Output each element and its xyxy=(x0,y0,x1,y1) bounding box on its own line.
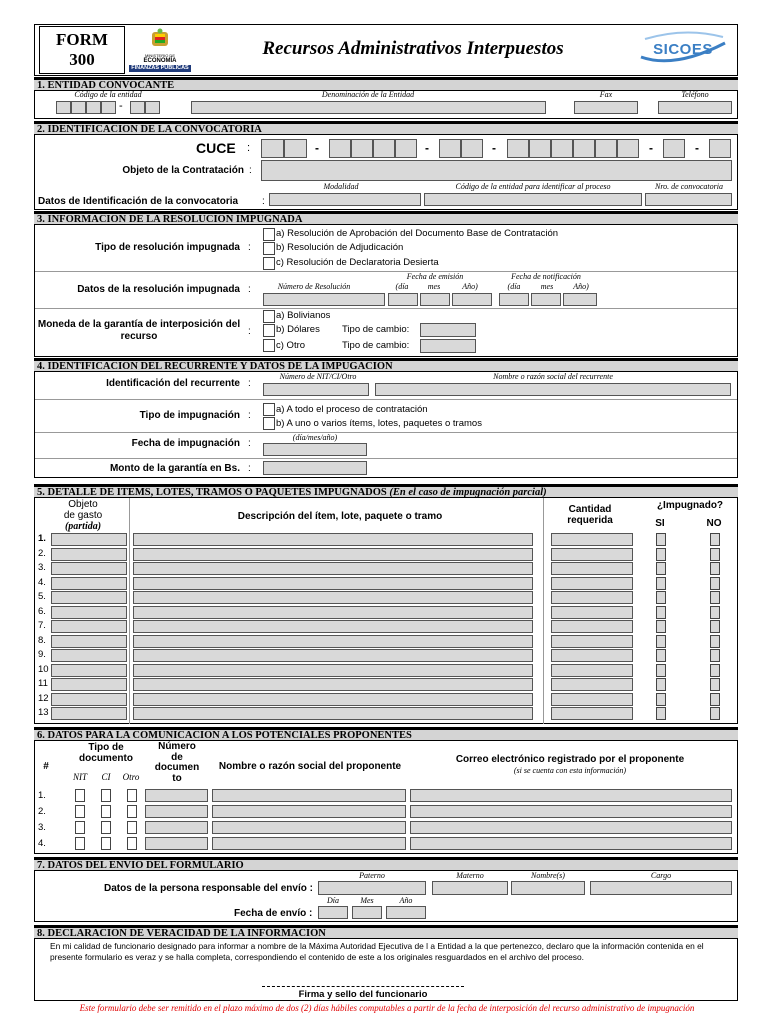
razon-social-field[interactable] xyxy=(375,383,731,396)
descripcion-field[interactable] xyxy=(133,591,533,604)
notificacion-mes-field[interactable] xyxy=(531,293,561,306)
codigo-entidad-1[interactable] xyxy=(56,101,71,114)
tipo-cambio-otro-field[interactable] xyxy=(420,339,476,353)
datos-convocatoria-label: Datos de Identificación de la convocatoria xyxy=(38,196,239,207)
row-number: 7. xyxy=(38,620,46,631)
dash: - xyxy=(492,141,496,155)
resolucion-desierta-checkbox[interactable] xyxy=(263,257,275,270)
cuce-8[interactable] xyxy=(461,139,483,158)
razon-social-label: Nombre o razón social del recurrente xyxy=(493,372,613,381)
section-6-header: 6. DATOS PARA LA COMUNICACION A LOS POTENCIALES PROPONENTES xyxy=(34,727,738,741)
correo-field[interactable] xyxy=(410,805,732,818)
impugnacion-todo-label: a) A todo el proceso de contratación xyxy=(276,404,428,415)
section-5-title: 5. DETALLE DE ITEMS, LOTES, TRAMOS O PAQUETES IMPUGNADOS xyxy=(37,487,387,498)
telefono-label: Teléfono xyxy=(681,90,709,99)
header-line: de gasto xyxy=(63,510,103,521)
anio-label: Año xyxy=(399,896,413,905)
ci-checkbox[interactable] xyxy=(101,789,111,802)
nit-checkbox[interactable] xyxy=(75,821,85,834)
dash: - xyxy=(649,141,653,155)
impugnacion-items-checkbox[interactable] xyxy=(263,417,275,430)
cantidad-field[interactable] xyxy=(551,693,633,706)
objeto-gasto-header xyxy=(40,499,126,532)
row-number: 4. xyxy=(38,577,46,588)
cuce-10[interactable] xyxy=(529,139,551,158)
correo-field[interactable] xyxy=(410,789,732,802)
cantidad-field[interactable] xyxy=(551,606,633,619)
anio-label: Año) xyxy=(462,282,478,291)
moneda-otro-checkbox[interactable] xyxy=(263,339,275,352)
otro-checkbox[interactable] xyxy=(127,789,137,802)
cuce-9[interactable] xyxy=(507,139,529,158)
cuce-label: CUCE xyxy=(196,140,236,156)
cantidad-field[interactable] xyxy=(551,591,633,604)
objeto-label: Objeto de la Contratación xyxy=(122,165,244,176)
otro-header: Otro xyxy=(122,772,140,782)
impugnado-no-checkbox[interactable] xyxy=(710,562,720,575)
numero-documento-field[interactable] xyxy=(145,805,208,818)
header-line: Tipo de xyxy=(88,742,124,753)
objeto-gasto-field[interactable] xyxy=(51,562,127,575)
mes-label: mes xyxy=(540,282,554,291)
descripcion-field[interactable] xyxy=(133,548,533,561)
colon: : xyxy=(248,410,251,421)
footer-note: Este formulario debe ser remitido en el plazo máximo de dos (2) días hábiles computables a partir de la fecha de interposición del recurso administrativo de impugnación xyxy=(79,1003,695,1013)
mes-label: mes xyxy=(427,282,441,291)
telefono-field[interactable] xyxy=(658,101,732,114)
cantidad-header xyxy=(550,504,630,526)
col-divider xyxy=(543,498,544,724)
divider xyxy=(35,308,737,309)
cuce-colon: : xyxy=(247,142,251,154)
paterno-field[interactable] xyxy=(318,881,426,895)
cuce-11[interactable] xyxy=(551,139,573,158)
nit-header: NIT xyxy=(72,772,87,782)
descripcion-field[interactable] xyxy=(133,649,533,662)
dash: - xyxy=(119,100,123,112)
impugnado-si-checkbox[interactable] xyxy=(656,693,666,706)
tipo-resolucion-label: Tipo de resolución impugnada xyxy=(95,242,240,253)
tipo-documento-header xyxy=(68,742,144,764)
codigo-entidad-2[interactable] xyxy=(71,101,86,114)
moneda-bolivianos-label: a) Bolivianos xyxy=(276,310,331,321)
impugnado-no-checkbox[interactable] xyxy=(710,577,720,590)
cantidad-field[interactable] xyxy=(551,533,633,546)
cantidad-field[interactable] xyxy=(551,562,633,575)
impugnado-no-checkbox[interactable] xyxy=(710,635,720,648)
dash: - xyxy=(315,141,319,155)
tipo-cambio-label: Tipo de cambio: xyxy=(342,324,410,335)
descripcion-field[interactable] xyxy=(133,693,533,706)
impugnado-no-checkbox[interactable] xyxy=(710,707,720,720)
header-line: de xyxy=(171,751,183,763)
responsable-envio-label: Datos de la persona responsable del envío : xyxy=(104,883,313,894)
descripcion-field[interactable] xyxy=(133,678,533,691)
impugnado-no-checkbox[interactable] xyxy=(710,591,720,604)
moneda-bolivianos-checkbox[interactable] xyxy=(263,310,275,323)
anio-label: Año) xyxy=(573,282,589,291)
row-number: 9. xyxy=(38,649,46,660)
cantidad-field[interactable] xyxy=(551,548,633,561)
descripcion-field[interactable] xyxy=(133,620,533,633)
codigo-proceso-field[interactable] xyxy=(424,193,642,206)
envio-anio-field[interactable] xyxy=(386,906,426,919)
form-number-box xyxy=(39,26,125,74)
moneda-label: Moneda de la garantía de interposición del recurso xyxy=(37,319,241,342)
header-line: (partida) xyxy=(64,521,102,532)
dash: - xyxy=(695,141,699,155)
nit-checkbox[interactable] xyxy=(75,789,85,802)
envio-mes-field[interactable] xyxy=(352,906,382,919)
header-line: Cantidad xyxy=(568,504,612,515)
cuce-16[interactable] xyxy=(709,139,731,158)
cuce-6[interactable] xyxy=(395,139,417,158)
cantidad-field[interactable] xyxy=(551,620,633,633)
cuce-1[interactable] xyxy=(261,139,284,158)
header-line: requerida xyxy=(567,515,613,526)
ci-header: CI xyxy=(101,772,111,782)
numero-documento-field[interactable] xyxy=(145,821,208,834)
nombres-field[interactable] xyxy=(511,881,585,895)
denominacion-label: Denominación de la Entidad xyxy=(321,90,415,99)
section-5-header xyxy=(34,484,738,498)
nombre-proponente-field[interactable] xyxy=(212,805,406,818)
divider xyxy=(35,271,737,272)
otro-checkbox[interactable] xyxy=(127,805,137,818)
modalidad-field[interactable] xyxy=(269,193,421,206)
denominacion-field[interactable] xyxy=(191,101,546,114)
impugnado-si-checkbox[interactable] xyxy=(656,707,666,720)
coat-of-arms-icon xyxy=(149,28,171,48)
impugnado-si-checkbox[interactable] xyxy=(656,606,666,619)
fecha-impugnacion-label: Fecha de impugnación xyxy=(131,438,240,449)
impugnado-no-checkbox[interactable] xyxy=(710,606,720,619)
tipo-cambio-label: Tipo de cambio: xyxy=(342,340,410,351)
impugnado-no-checkbox[interactable] xyxy=(710,533,720,546)
header xyxy=(34,24,738,76)
nit-label: Número de NIT/CI/Otro xyxy=(279,372,357,381)
moneda-otro-label: c) Otro xyxy=(276,340,306,351)
descripcion-field[interactable] xyxy=(133,562,533,575)
impugnado-si-checkbox[interactable] xyxy=(656,548,666,561)
colon: : xyxy=(248,438,251,449)
nro-convocatoria-field[interactable] xyxy=(645,193,732,206)
row-number: 2. xyxy=(38,548,46,559)
codigo-entidad-4[interactable] xyxy=(101,101,116,114)
codigo-entidad-6[interactable] xyxy=(145,101,160,114)
impugnado-si-checkbox[interactable] xyxy=(656,591,666,604)
impugnado-no-checkbox[interactable] xyxy=(710,649,720,662)
section-4-header: 4. IDENTIFICACION DEL RECURRENTE Y DATOS DE LA IMPUGACION xyxy=(34,358,738,372)
nombre-proponente-field[interactable] xyxy=(212,821,406,834)
identificacion-recurrente-label: Identificación del recurrente xyxy=(106,378,240,389)
ministry-bot-text: FINANZAS PÚBLICAS xyxy=(129,65,191,72)
form-number: 300 xyxy=(69,50,95,69)
impugnado-si-checkbox[interactable] xyxy=(656,533,666,546)
descripcion-field[interactable] xyxy=(133,577,533,590)
materno-label: Materno xyxy=(456,871,484,880)
resolucion-aprobacion-checkbox[interactable] xyxy=(263,228,275,241)
mes-label: Mes xyxy=(360,896,374,905)
otro-checkbox[interactable] xyxy=(127,837,137,850)
descripcion-field[interactable] xyxy=(133,707,533,720)
cargo-field[interactable] xyxy=(590,881,732,895)
objeto-gasto-field[interactable] xyxy=(51,591,127,604)
colon: : xyxy=(248,284,251,295)
section-8-header: 8. DECLARACION DE VERACIDAD DE LA INFORMACION xyxy=(34,925,738,939)
objeto-gasto-field[interactable] xyxy=(51,620,127,633)
firma-line xyxy=(262,986,464,987)
cuce-14[interactable] xyxy=(617,139,639,158)
nombre-proponente-field[interactable] xyxy=(212,789,406,802)
row-number: 10 xyxy=(38,664,49,675)
descripcion-field[interactable] xyxy=(133,664,533,677)
divider xyxy=(35,399,737,400)
row-number: 3. xyxy=(38,562,46,573)
tipo-impugnacion-label: Tipo de impugnación xyxy=(139,410,240,421)
notificacion-dia-field[interactable] xyxy=(499,293,529,306)
resolucion-aprobacion-label: a) Resolución de Aprobación del Documento Base de Contratación xyxy=(276,228,559,239)
modalidad-label: Modalidad xyxy=(323,182,359,191)
descripcion-field[interactable] xyxy=(133,635,533,648)
header-line: to xyxy=(172,772,182,784)
cuce-7[interactable] xyxy=(439,139,461,158)
section-5-note: (En el caso de impugnación parcial) xyxy=(389,487,547,498)
colon: : xyxy=(248,326,251,337)
moneda-dolares-checkbox[interactable] xyxy=(263,324,275,337)
resolucion-adjudicacion-checkbox[interactable] xyxy=(263,242,275,255)
impugnado-si-checkbox[interactable] xyxy=(656,635,666,648)
colon: : xyxy=(248,242,251,253)
section-7-header: 7. DATOS DEL ENVIO DEL FORMULARIO xyxy=(34,857,738,871)
dia-label: (día xyxy=(395,282,409,291)
row-number: 2. xyxy=(38,806,46,817)
codigo-proceso-label: Código de la entidad para identificar al proceso xyxy=(455,182,611,191)
monto-garantia-label: Monto de la garantía en Bs. xyxy=(109,463,240,474)
dia-label: (día xyxy=(507,282,521,291)
numero-documento-field[interactable] xyxy=(145,837,208,850)
monto-garantia-field[interactable] xyxy=(263,461,367,475)
ci-checkbox[interactable] xyxy=(101,805,111,818)
dash: - xyxy=(425,141,429,155)
objeto-gasto-field[interactable] xyxy=(51,635,127,648)
no-header: NO xyxy=(706,518,722,529)
fax-label: Fax xyxy=(599,90,613,99)
impugnado-no-checkbox[interactable] xyxy=(710,664,720,677)
objeto-gasto-field[interactable] xyxy=(51,693,127,706)
objeto-gasto-field[interactable] xyxy=(51,606,127,619)
nombres-label: Nombre(s) xyxy=(531,871,565,880)
row-number: 11 xyxy=(38,678,48,689)
row-number: 4. xyxy=(38,838,46,849)
cuce-13[interactable] xyxy=(595,139,617,158)
cuce-5[interactable] xyxy=(373,139,395,158)
dia-label: Día xyxy=(327,896,339,905)
otro-checkbox[interactable] xyxy=(127,821,137,834)
row-number: 1. xyxy=(38,790,46,801)
cuce-3[interactable] xyxy=(329,139,351,158)
emision-dia-field[interactable] xyxy=(388,293,418,306)
envio-dia-field[interactable] xyxy=(318,906,348,919)
descripcion-field[interactable] xyxy=(133,533,533,546)
emision-mes-field[interactable] xyxy=(420,293,450,306)
row-number: 13 xyxy=(38,707,49,718)
objeto-gasto-field[interactable] xyxy=(51,577,127,590)
colon: : xyxy=(249,165,252,176)
ministry-top-text: MINISTERIO DE xyxy=(144,53,175,58)
section-1-header: 1. ENTIDAD CONVOCANTE xyxy=(34,77,738,91)
correo-field[interactable] xyxy=(410,821,732,834)
cantidad-field[interactable] xyxy=(551,635,633,648)
paterno-label: Paterno xyxy=(359,871,385,880)
numero-header: # xyxy=(43,761,49,772)
nombre-proponente-header: Nombre o razón social del proponente xyxy=(218,761,402,772)
fecha-impugnacion-field[interactable] xyxy=(263,443,367,456)
form-label: FORM xyxy=(56,30,108,49)
impugnado-no-checkbox[interactable] xyxy=(710,548,720,561)
datos-resolucion-label: Datos de la resolución impugnada xyxy=(77,284,240,295)
fax-field[interactable] xyxy=(574,101,638,114)
codigo-entidad-3[interactable] xyxy=(86,101,101,114)
objeto-gasto-field[interactable] xyxy=(51,678,127,691)
impugnado-si-checkbox[interactable] xyxy=(656,678,666,691)
nit-field[interactable] xyxy=(263,383,369,396)
ministry-mid-text: ECONOMÍA xyxy=(143,58,177,64)
declaracion-text: En mi calidad de funcionario designado para informar a nombre de la Máxima Autoridad Ejecutiva de l a Entidad a la que pertenezco, declaro que la información contenida en el presente formulario es veraz y se halla completa, correspondiendo el contenido de este a los originales resguardados en el archivo del proceso. xyxy=(50,941,704,962)
nit-checkbox[interactable] xyxy=(75,805,85,818)
ci-checkbox[interactable] xyxy=(101,837,111,850)
cuce-15[interactable] xyxy=(663,139,685,158)
nro-convocatoria-label: Nro. de convocatoria xyxy=(655,182,723,191)
moneda-dolares-label: b) Dólares xyxy=(276,324,320,335)
emision-anio-field[interactable] xyxy=(452,293,492,306)
sicoes-logo xyxy=(635,29,731,71)
objeto-gasto-field[interactable] xyxy=(51,664,127,677)
divider xyxy=(35,432,737,433)
col-divider xyxy=(129,498,130,724)
numero-documento-header xyxy=(146,742,208,784)
cantidad-field[interactable] xyxy=(551,678,633,691)
form-title: Recursos Administrativos Interpuestos xyxy=(262,38,564,59)
impugnado-no-checkbox[interactable] xyxy=(710,693,720,706)
colon: : xyxy=(248,463,251,474)
correo-header: Correo electrónico registrado por el proponente xyxy=(455,754,685,765)
ci-checkbox[interactable] xyxy=(101,821,111,834)
cantidad-field[interactable] xyxy=(551,577,633,590)
codigo-entidad-label: Código de la entidad xyxy=(74,90,142,99)
header-line: Número xyxy=(158,741,196,752)
descripcion-field[interactable] xyxy=(133,606,533,619)
descripcion-header: Descripción del ítem, lote, paquete o tramo xyxy=(237,511,443,522)
row-number: 3. xyxy=(38,822,46,833)
firma-label: Firma y sello del funcionario xyxy=(298,989,428,1000)
correo-field[interactable] xyxy=(410,837,732,850)
impugnado-si-checkbox[interactable] xyxy=(656,577,666,590)
cargo-label: Cargo xyxy=(650,871,672,880)
resolucion-adjudicacion-label: b) Resolución de Adjudicación xyxy=(276,242,404,253)
si-header: SI xyxy=(655,518,665,529)
objeto-gasto-field[interactable] xyxy=(51,533,127,546)
ministry-logo xyxy=(129,26,191,74)
impugnado-no-checkbox[interactable] xyxy=(710,678,720,691)
row-number: 5. xyxy=(38,591,46,602)
fecha-envio-label: Fecha de envío : xyxy=(234,908,313,919)
divider xyxy=(35,458,737,459)
impugnado-header: ¿Impugnado? xyxy=(656,500,724,511)
cantidad-field[interactable] xyxy=(551,649,633,662)
impugnacion-todo-checkbox[interactable] xyxy=(263,403,275,416)
impugnado-si-checkbox[interactable] xyxy=(656,562,666,575)
sicoes-text: SICOES xyxy=(653,41,713,58)
correo-note: (si se cuenta con esta información) xyxy=(513,766,627,775)
nit-checkbox[interactable] xyxy=(75,837,85,850)
cuce-2[interactable] xyxy=(284,139,307,158)
impugnado-no-checkbox[interactable] xyxy=(710,620,720,633)
row-number: 6. xyxy=(38,606,46,617)
fecha-notificacion-label: Fecha de notificación xyxy=(511,272,581,281)
numero-resolucion-field[interactable] xyxy=(263,293,385,306)
nombre-proponente-field[interactable] xyxy=(212,837,406,850)
impugnado-si-checkbox[interactable] xyxy=(656,664,666,677)
section-2-header: 2. IDENTIFICACION DE LA CONVOCATORIA xyxy=(34,121,738,135)
numero-documento-field[interactable] xyxy=(145,789,208,802)
objeto-gasto-field[interactable] xyxy=(51,707,127,720)
resolucion-desierta-label: c) Resolución de Declaratoria Desierta xyxy=(276,257,439,268)
objeto-gasto-field[interactable] xyxy=(51,548,127,561)
section-3-header: 3. INFORMACION DE LA RESOLUCION IMPUGNADA xyxy=(34,211,738,225)
cantidad-field[interactable] xyxy=(551,664,633,677)
impugnacion-items-label: b) A uno o varios ítems, lotes, paquetes o tramos xyxy=(276,418,482,429)
notificacion-anio-field[interactable] xyxy=(563,293,597,306)
header-line: documento xyxy=(79,753,133,764)
materno-field[interactable] xyxy=(432,881,508,895)
colon: : xyxy=(262,196,265,207)
objeto-gasto-field[interactable] xyxy=(51,649,127,662)
colon: : xyxy=(248,378,251,389)
cantidad-field[interactable] xyxy=(551,707,633,720)
header-line: Objeto xyxy=(68,499,98,510)
cuce-4[interactable] xyxy=(351,139,373,158)
objeto-field[interactable] xyxy=(261,160,732,181)
numero-resolucion-label: Número de Resolución xyxy=(277,282,351,291)
row-number: 8. xyxy=(38,635,46,646)
codigo-entidad-5[interactable] xyxy=(130,101,145,114)
fecha-emision-label: Fecha de emisión xyxy=(406,272,464,281)
row-number: 1. xyxy=(38,533,46,544)
impugnado-si-checkbox[interactable] xyxy=(656,649,666,662)
impugnado-si-checkbox[interactable] xyxy=(656,620,666,633)
fecha-formato-label: (día/mes/año) xyxy=(292,433,338,442)
header-line: documen xyxy=(154,762,200,773)
tipo-cambio-dolares-field[interactable] xyxy=(420,323,476,337)
cuce-12[interactable] xyxy=(573,139,595,158)
row-number: 12 xyxy=(38,693,49,704)
